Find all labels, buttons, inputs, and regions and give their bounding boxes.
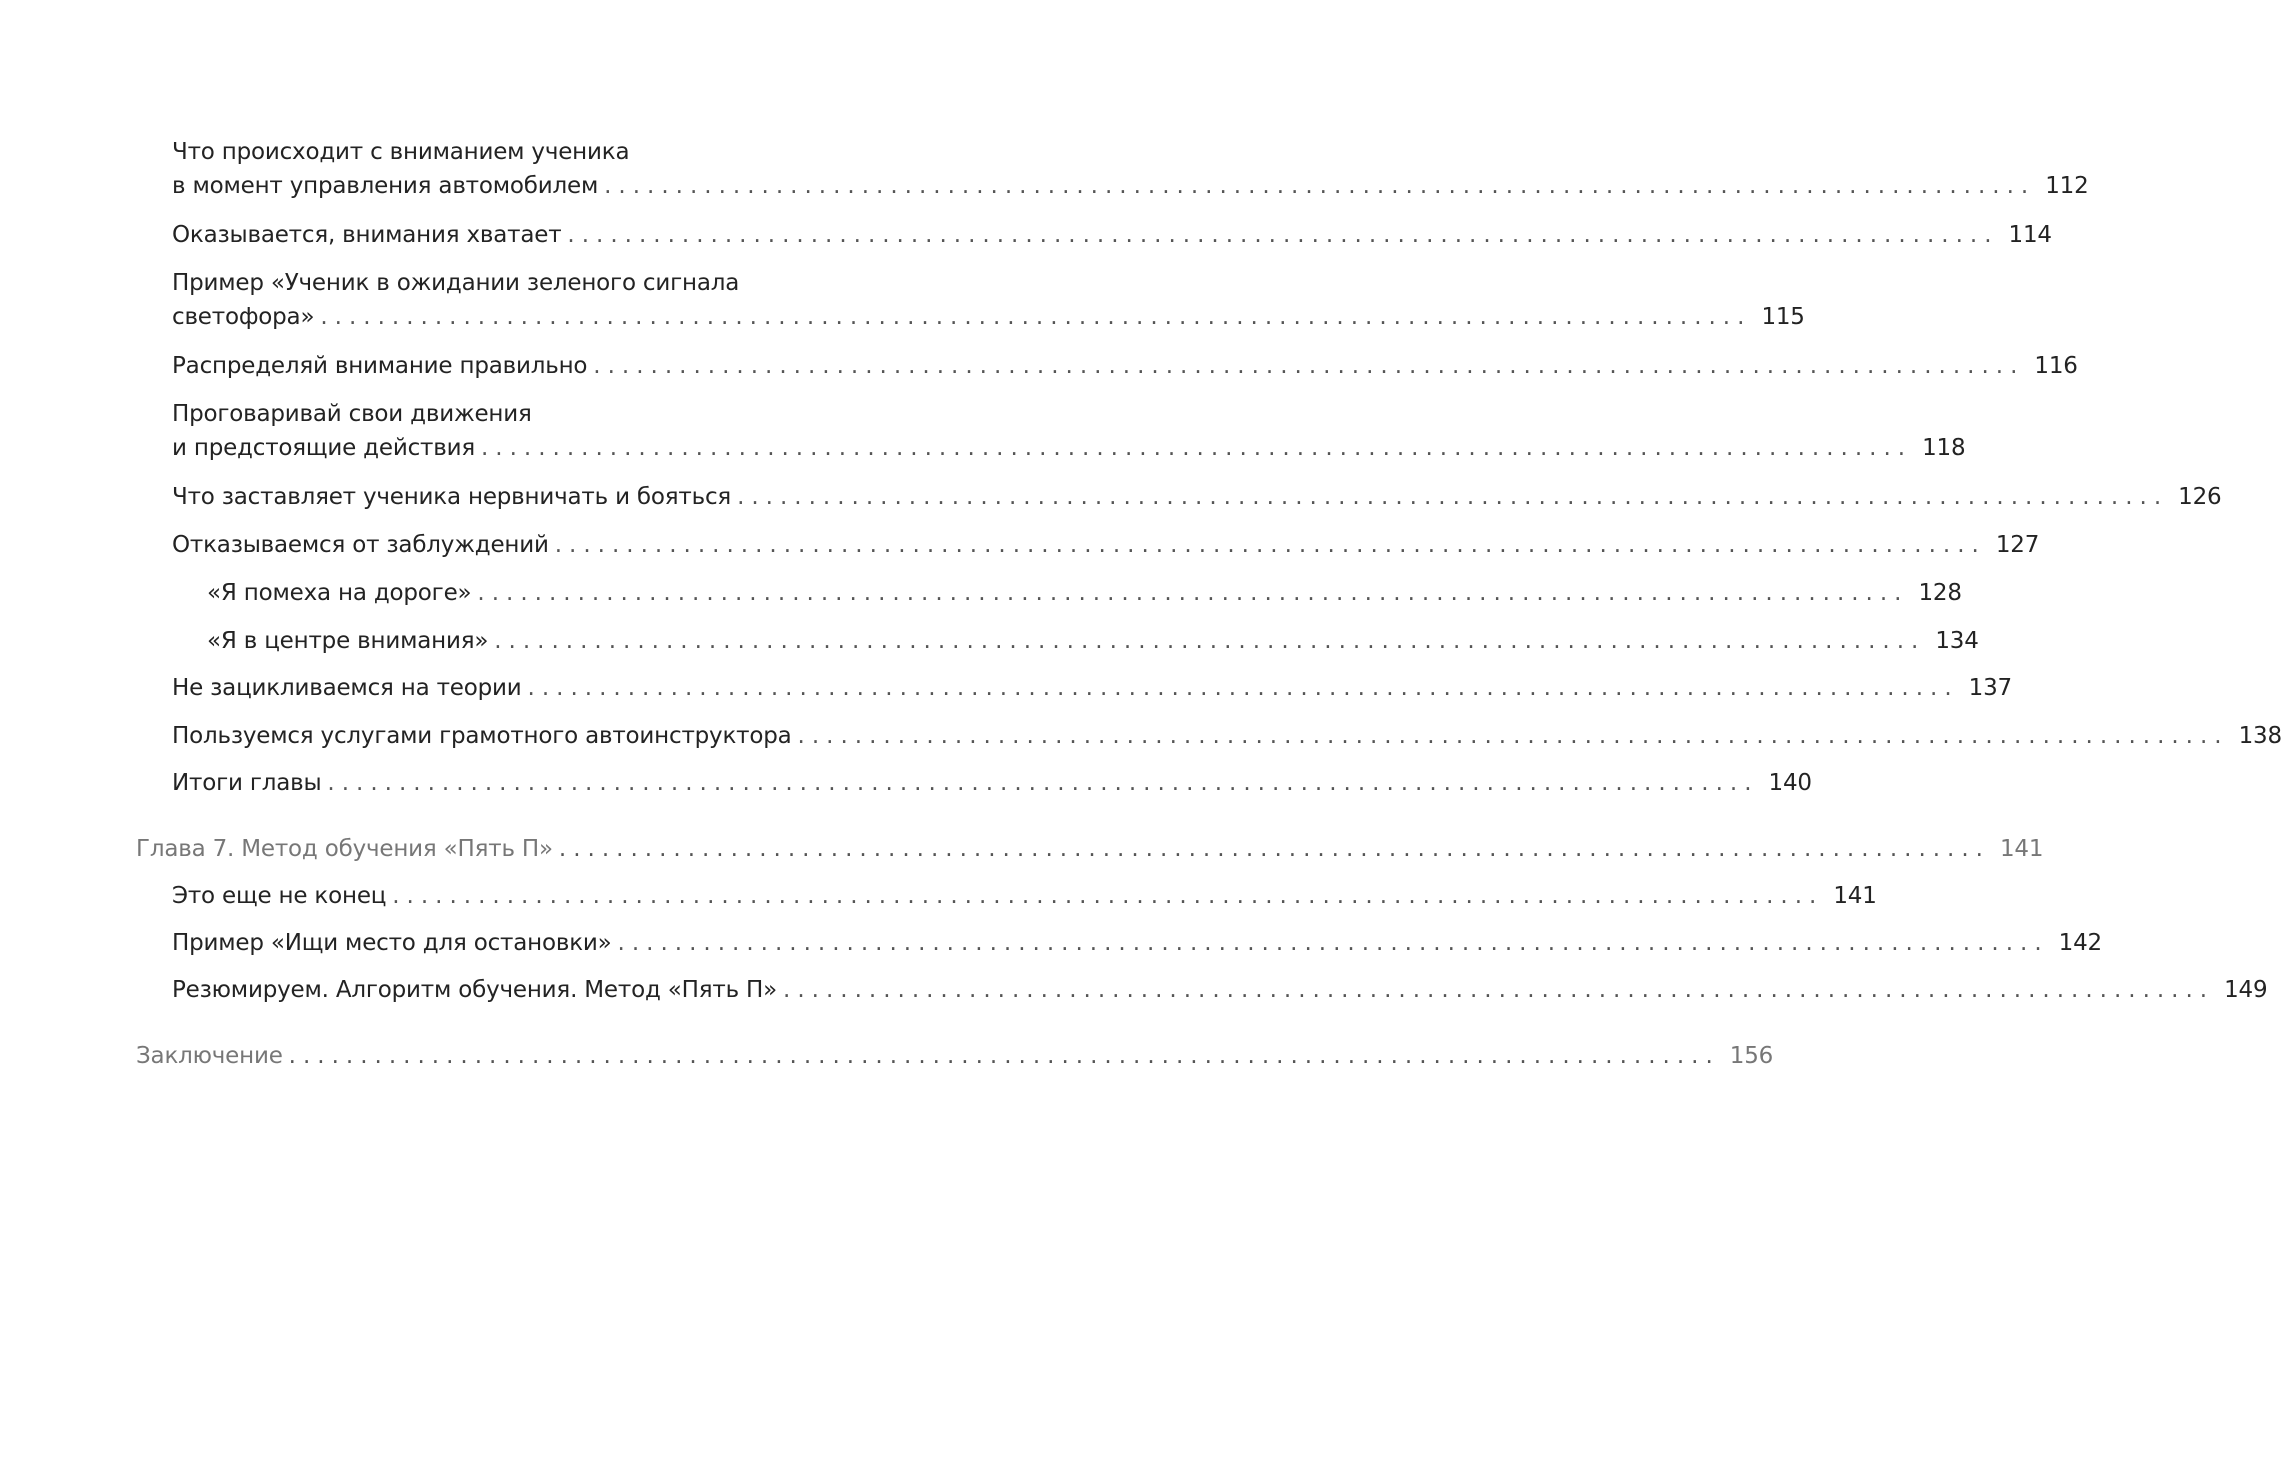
toc-entry	[172, 973, 2268, 1007]
toc-entry	[172, 528, 2040, 562]
toc-entry	[172, 926, 2102, 960]
toc-entry	[172, 879, 1877, 913]
toc-page-number: 141	[1833, 883, 1877, 909]
dot-leader: ....................................................................................................	[477, 580, 1909, 606]
toc-entry	[172, 671, 2012, 705]
toc-entry-title: Заключение	[136, 1043, 283, 1069]
toc-page-number: 134	[1935, 628, 1979, 654]
toc-page-number: 141	[2000, 836, 2044, 862]
toc-page-number: 127	[1995, 532, 2040, 558]
toc-page-number: 156	[1729, 1043, 1774, 1069]
toc-entry-title: Что заставляет ученика нервничать и бояться	[172, 484, 732, 510]
toc-entry-title: «Я помеха на дороге»	[207, 580, 472, 606]
dot-leader: ....................................................................................................	[604, 173, 2036, 199]
toc-entry	[172, 349, 2078, 383]
toc-entry	[172, 266, 1805, 334]
dot-leader: ....................................................................................................	[558, 836, 1990, 862]
toc-page-number: 137	[1968, 675, 2012, 701]
toc-entry-title: Распределяй внимание правильно	[172, 353, 588, 379]
toc-page-number: 112	[2045, 173, 2089, 199]
toc-entry-title: светофора»	[172, 304, 315, 330]
dot-leader: ....................................................................................................	[554, 532, 1986, 558]
toc-entry-title: Пользуемся услугами грамотного автоинструктора	[172, 723, 792, 749]
toc-entry-title: «Я в центре внимания»	[207, 628, 489, 654]
toc-chapter-entry	[136, 832, 2044, 866]
toc-page-number: 128	[1918, 580, 1962, 606]
dot-leader: ....................................................................................................	[783, 977, 2215, 1003]
toc-page-number: 115	[1761, 304, 1805, 330]
toc-entry	[172, 397, 1966, 465]
toc-entry-title-line1: Что происходит с вниманием ученика	[172, 139, 630, 165]
dot-leader: ....................................................................................................	[320, 304, 1752, 330]
toc-entry-title: Итоги главы	[172, 770, 322, 796]
toc-page-number: 149	[2224, 977, 2268, 1003]
toc-entry-title-line1: Пример «Ученик в ожидании зеленого сигнала	[172, 270, 740, 296]
dot-leader: ....................................................................................................	[327, 770, 1759, 796]
dot-leader: ....................................................................................................	[288, 1043, 1720, 1069]
dot-leader: ....................................................................................................	[494, 628, 1926, 654]
toc-entry-title: Это еще не конец	[172, 883, 387, 909]
dot-leader: ....................................................................................................	[567, 222, 1999, 248]
toc-entry	[207, 576, 1962, 610]
toc-page-number: 114	[2008, 222, 2052, 248]
toc-chapter-entry	[136, 1039, 1774, 1073]
toc-page-number: 140	[1768, 770, 1812, 796]
toc-entry	[172, 135, 2089, 203]
dot-leader: ....................................................................................................	[617, 930, 2049, 956]
toc-entry	[172, 719, 2282, 753]
dot-leader: ....................................................................................................	[527, 675, 1959, 701]
toc-entry	[172, 218, 2052, 252]
toc-entry-title: Резюмируем. Алгоритм обучения. Метод «Пять П»	[172, 977, 778, 1003]
toc-page-number: 118	[1922, 435, 1966, 461]
toc-entry	[207, 624, 1979, 658]
toc-page-number: 126	[2178, 484, 2222, 510]
toc-entry-title: Пример «Ищи место для остановки»	[172, 930, 612, 956]
dot-leader: ....................................................................................................	[593, 353, 2025, 379]
toc-entry-title-line1: Проговаривай свои движения	[172, 401, 532, 427]
toc-entry-title: Отказываемся от заблуждений	[172, 532, 549, 558]
toc-page-number: 138	[2238, 723, 2282, 749]
toc-entry-title: Не зацикливаемся на теории	[172, 675, 522, 701]
dot-leader: ....................................................................................................	[737, 484, 2169, 510]
toc-entry	[172, 766, 1812, 800]
toc-entry-title: в момент управления автомобилем	[172, 173, 599, 199]
toc-entry-title: Оказывается, внимания хватает	[172, 222, 562, 248]
toc-entry	[172, 480, 2222, 514]
toc-page-number: 116	[2034, 353, 2078, 379]
toc-entry-title: и предстоящие действия	[172, 435, 475, 461]
toc-entry-title: Глава 7. Метод обучения «Пять П»	[136, 836, 553, 862]
toc-page-number: 142	[2058, 930, 2102, 956]
dot-leader: ....................................................................................................	[480, 435, 1913, 461]
dot-leader: ....................................................................................................	[392, 883, 1824, 909]
dot-leader: ....................................................................................................	[797, 723, 2229, 749]
